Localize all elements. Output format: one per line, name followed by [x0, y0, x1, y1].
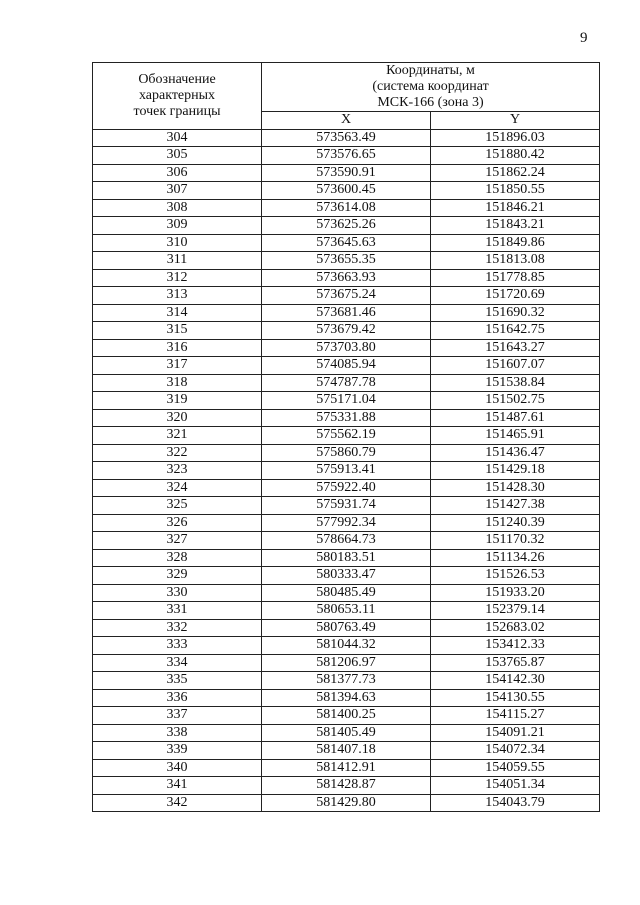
point-id-cell: 339	[93, 742, 262, 760]
point-id-cell: 320	[93, 409, 262, 427]
table-row	[93, 707, 600, 725]
x-coordinate-cell: 580485.49	[262, 584, 431, 602]
header-designation-line: характерных	[138, 87, 216, 103]
y-coordinate-cell: 151502.75	[431, 392, 600, 410]
y-coordinate-cell: 151862.24	[431, 164, 600, 182]
point-id-cell: 322	[93, 444, 262, 462]
y-coordinate-cell: 151643.27	[431, 339, 600, 357]
header-designation	[93, 63, 262, 130]
x-coordinate-cell: 580653.11	[262, 602, 431, 620]
y-coordinate-cell: 151880.42	[431, 147, 600, 165]
point-id-cell: 310	[93, 234, 262, 252]
table-row	[93, 252, 600, 270]
y-coordinate-cell: 154130.55	[431, 689, 600, 707]
point-id-cell: 334	[93, 654, 262, 672]
point-id-cell: 338	[93, 724, 262, 742]
point-id-cell: 306	[93, 164, 262, 182]
table-row	[93, 619, 600, 637]
table-row	[93, 462, 600, 480]
x-coordinate-cell: 581044.32	[262, 637, 431, 655]
point-id-cell: 330	[93, 584, 262, 602]
x-coordinate-cell: 575860.79	[262, 444, 431, 462]
x-coordinate-cell: 575331.88	[262, 409, 431, 427]
point-id-cell: 337	[93, 707, 262, 725]
point-id-cell: 309	[93, 217, 262, 235]
x-coordinate-cell: 573576.65	[262, 147, 431, 165]
x-coordinate-cell: 573563.49	[262, 129, 431, 147]
table-row	[93, 164, 600, 182]
point-id-cell: 323	[93, 462, 262, 480]
point-id-cell: 313	[93, 287, 262, 305]
header-coordinates	[262, 63, 600, 112]
table-row	[93, 672, 600, 690]
x-coordinate-cell: 581400.25	[262, 707, 431, 725]
table-row	[93, 374, 600, 392]
y-coordinate-cell: 151487.61	[431, 409, 600, 427]
y-coordinate-cell: 151428.30	[431, 479, 600, 497]
table-row	[93, 147, 600, 165]
table-row	[93, 304, 600, 322]
table-row	[93, 479, 600, 497]
point-id-cell: 324	[93, 479, 262, 497]
point-id-cell: 319	[93, 392, 262, 410]
table-row	[93, 409, 600, 427]
y-coordinate-cell: 151427.38	[431, 497, 600, 515]
y-coordinate-cell: 152683.02	[431, 619, 600, 637]
x-coordinate-cell: 573655.35	[262, 252, 431, 270]
y-coordinate-cell: 151607.07	[431, 357, 600, 375]
y-coordinate-cell: 151538.84	[431, 374, 600, 392]
table-row	[93, 287, 600, 305]
header-coordinates-line: МСК-166 (зона 3)	[377, 95, 484, 110]
table-row	[93, 689, 600, 707]
x-coordinate-cell: 574085.94	[262, 357, 431, 375]
y-coordinate-cell: 154072.34	[431, 742, 600, 760]
y-coordinate-cell: 151170.32	[431, 532, 600, 550]
table-row	[93, 339, 600, 357]
point-id-cell: 332	[93, 619, 262, 637]
header-coordinates-line: Координаты, м	[386, 63, 475, 78]
coordinates-table	[92, 62, 600, 812]
table-row	[93, 584, 600, 602]
table-row	[93, 777, 600, 795]
x-coordinate-cell: 581394.63	[262, 689, 431, 707]
table-row	[93, 532, 600, 550]
y-coordinate-cell: 152379.14	[431, 602, 600, 620]
y-coordinate-cell: 151134.26	[431, 549, 600, 567]
point-id-cell: 315	[93, 322, 262, 340]
table-row	[93, 514, 600, 532]
x-coordinate-cell: 573663.93	[262, 269, 431, 287]
x-coordinate-cell: 575913.41	[262, 462, 431, 480]
table-row	[93, 602, 600, 620]
y-coordinate-cell: 151843.21	[431, 217, 600, 235]
y-coordinate-cell: 151846.21	[431, 199, 600, 217]
y-coordinate-cell: 154043.79	[431, 794, 600, 812]
table-row	[93, 724, 600, 742]
point-id-cell: 329	[93, 567, 262, 585]
table-row	[93, 794, 600, 812]
point-id-cell: 336	[93, 689, 262, 707]
y-coordinate-cell: 151642.75	[431, 322, 600, 340]
y-coordinate-cell: 151720.69	[431, 287, 600, 305]
y-coordinate-cell: 151429.18	[431, 462, 600, 480]
table-row	[93, 549, 600, 567]
x-coordinate-cell: 581206.97	[262, 654, 431, 672]
x-coordinate-cell: 575562.19	[262, 427, 431, 445]
table-header-row	[93, 63, 600, 112]
point-id-cell: 311	[93, 252, 262, 270]
header-x: X	[262, 112, 431, 130]
x-coordinate-cell: 581428.87	[262, 777, 431, 795]
x-coordinate-cell: 581412.91	[262, 759, 431, 777]
y-coordinate-cell: 154142.30	[431, 672, 600, 690]
table-row	[93, 217, 600, 235]
point-id-cell: 326	[93, 514, 262, 532]
table-body	[93, 129, 600, 812]
y-coordinate-cell: 151813.08	[431, 252, 600, 270]
y-coordinate-cell: 153765.87	[431, 654, 600, 672]
table-row	[93, 759, 600, 777]
x-coordinate-cell: 580183.51	[262, 549, 431, 567]
point-id-cell: 305	[93, 147, 262, 165]
point-id-cell: 341	[93, 777, 262, 795]
table-row	[93, 742, 600, 760]
y-coordinate-cell: 151465.91	[431, 427, 600, 445]
table-row	[93, 497, 600, 515]
x-coordinate-cell: 581407.18	[262, 742, 431, 760]
y-coordinate-cell: 154051.34	[431, 777, 600, 795]
table-row	[93, 357, 600, 375]
y-coordinate-cell: 151778.85	[431, 269, 600, 287]
point-id-cell: 331	[93, 602, 262, 620]
point-id-cell: 308	[93, 199, 262, 217]
x-coordinate-cell: 573614.08	[262, 199, 431, 217]
point-id-cell: 307	[93, 182, 262, 200]
table-row	[93, 322, 600, 340]
header-designation-line: Обозначение	[138, 71, 216, 87]
x-coordinate-cell: 573681.46	[262, 304, 431, 322]
header-coordinates-line: (система координат	[372, 79, 489, 94]
table-row	[93, 234, 600, 252]
y-coordinate-cell: 151240.39	[431, 514, 600, 532]
x-coordinate-cell: 575922.40	[262, 479, 431, 497]
point-id-cell: 327	[93, 532, 262, 550]
point-id-cell: 312	[93, 269, 262, 287]
point-id-cell: 304	[93, 129, 262, 147]
y-coordinate-cell: 153412.33	[431, 637, 600, 655]
x-coordinate-cell: 574787.78	[262, 374, 431, 392]
x-coordinate-cell: 581377.73	[262, 672, 431, 690]
x-coordinate-cell: 573600.45	[262, 182, 431, 200]
y-coordinate-cell: 151896.03	[431, 129, 600, 147]
table-row	[93, 182, 600, 200]
table-row	[93, 654, 600, 672]
header-y: Y	[431, 112, 600, 130]
x-coordinate-cell: 573625.26	[262, 217, 431, 235]
x-coordinate-cell: 573703.80	[262, 339, 431, 357]
y-coordinate-cell: 151850.55	[431, 182, 600, 200]
table-row	[93, 427, 600, 445]
table-row	[93, 269, 600, 287]
x-coordinate-cell: 575931.74	[262, 497, 431, 515]
x-coordinate-cell: 573675.24	[262, 287, 431, 305]
x-coordinate-cell: 581405.49	[262, 724, 431, 742]
x-coordinate-cell: 580333.47	[262, 567, 431, 585]
x-coordinate-cell: 573645.63	[262, 234, 431, 252]
x-coordinate-cell: 577992.34	[262, 514, 431, 532]
table-row	[93, 444, 600, 462]
y-coordinate-cell: 151436.47	[431, 444, 600, 462]
point-id-cell: 317	[93, 357, 262, 375]
table-row	[93, 637, 600, 655]
point-id-cell: 316	[93, 339, 262, 357]
point-id-cell: 321	[93, 427, 262, 445]
point-id-cell: 340	[93, 759, 262, 777]
x-coordinate-cell: 581429.80	[262, 794, 431, 812]
x-coordinate-cell: 578664.73	[262, 532, 431, 550]
point-id-cell: 314	[93, 304, 262, 322]
y-coordinate-cell: 151690.32	[431, 304, 600, 322]
point-id-cell: 335	[93, 672, 262, 690]
y-coordinate-cell: 151933.20	[431, 584, 600, 602]
point-id-cell: 333	[93, 637, 262, 655]
point-id-cell: 325	[93, 497, 262, 515]
x-coordinate-cell: 575171.04	[262, 392, 431, 410]
point-id-cell: 318	[93, 374, 262, 392]
page-number: 9	[580, 30, 588, 46]
point-id-cell: 328	[93, 549, 262, 567]
header-designation-line: точек границы	[133, 103, 221, 119]
y-coordinate-cell: 151849.86	[431, 234, 600, 252]
x-coordinate-cell: 573590.91	[262, 164, 431, 182]
y-coordinate-cell: 154115.27	[431, 707, 600, 725]
x-coordinate-cell: 580763.49	[262, 619, 431, 637]
table-row	[93, 129, 600, 147]
y-coordinate-cell: 151526.53	[431, 567, 600, 585]
y-coordinate-cell: 154091.21	[431, 724, 600, 742]
x-coordinate-cell: 573679.42	[262, 322, 431, 340]
y-coordinate-cell: 154059.55	[431, 759, 600, 777]
table-row	[93, 392, 600, 410]
table-row	[93, 567, 600, 585]
table-row	[93, 199, 600, 217]
point-id-cell: 342	[93, 794, 262, 812]
